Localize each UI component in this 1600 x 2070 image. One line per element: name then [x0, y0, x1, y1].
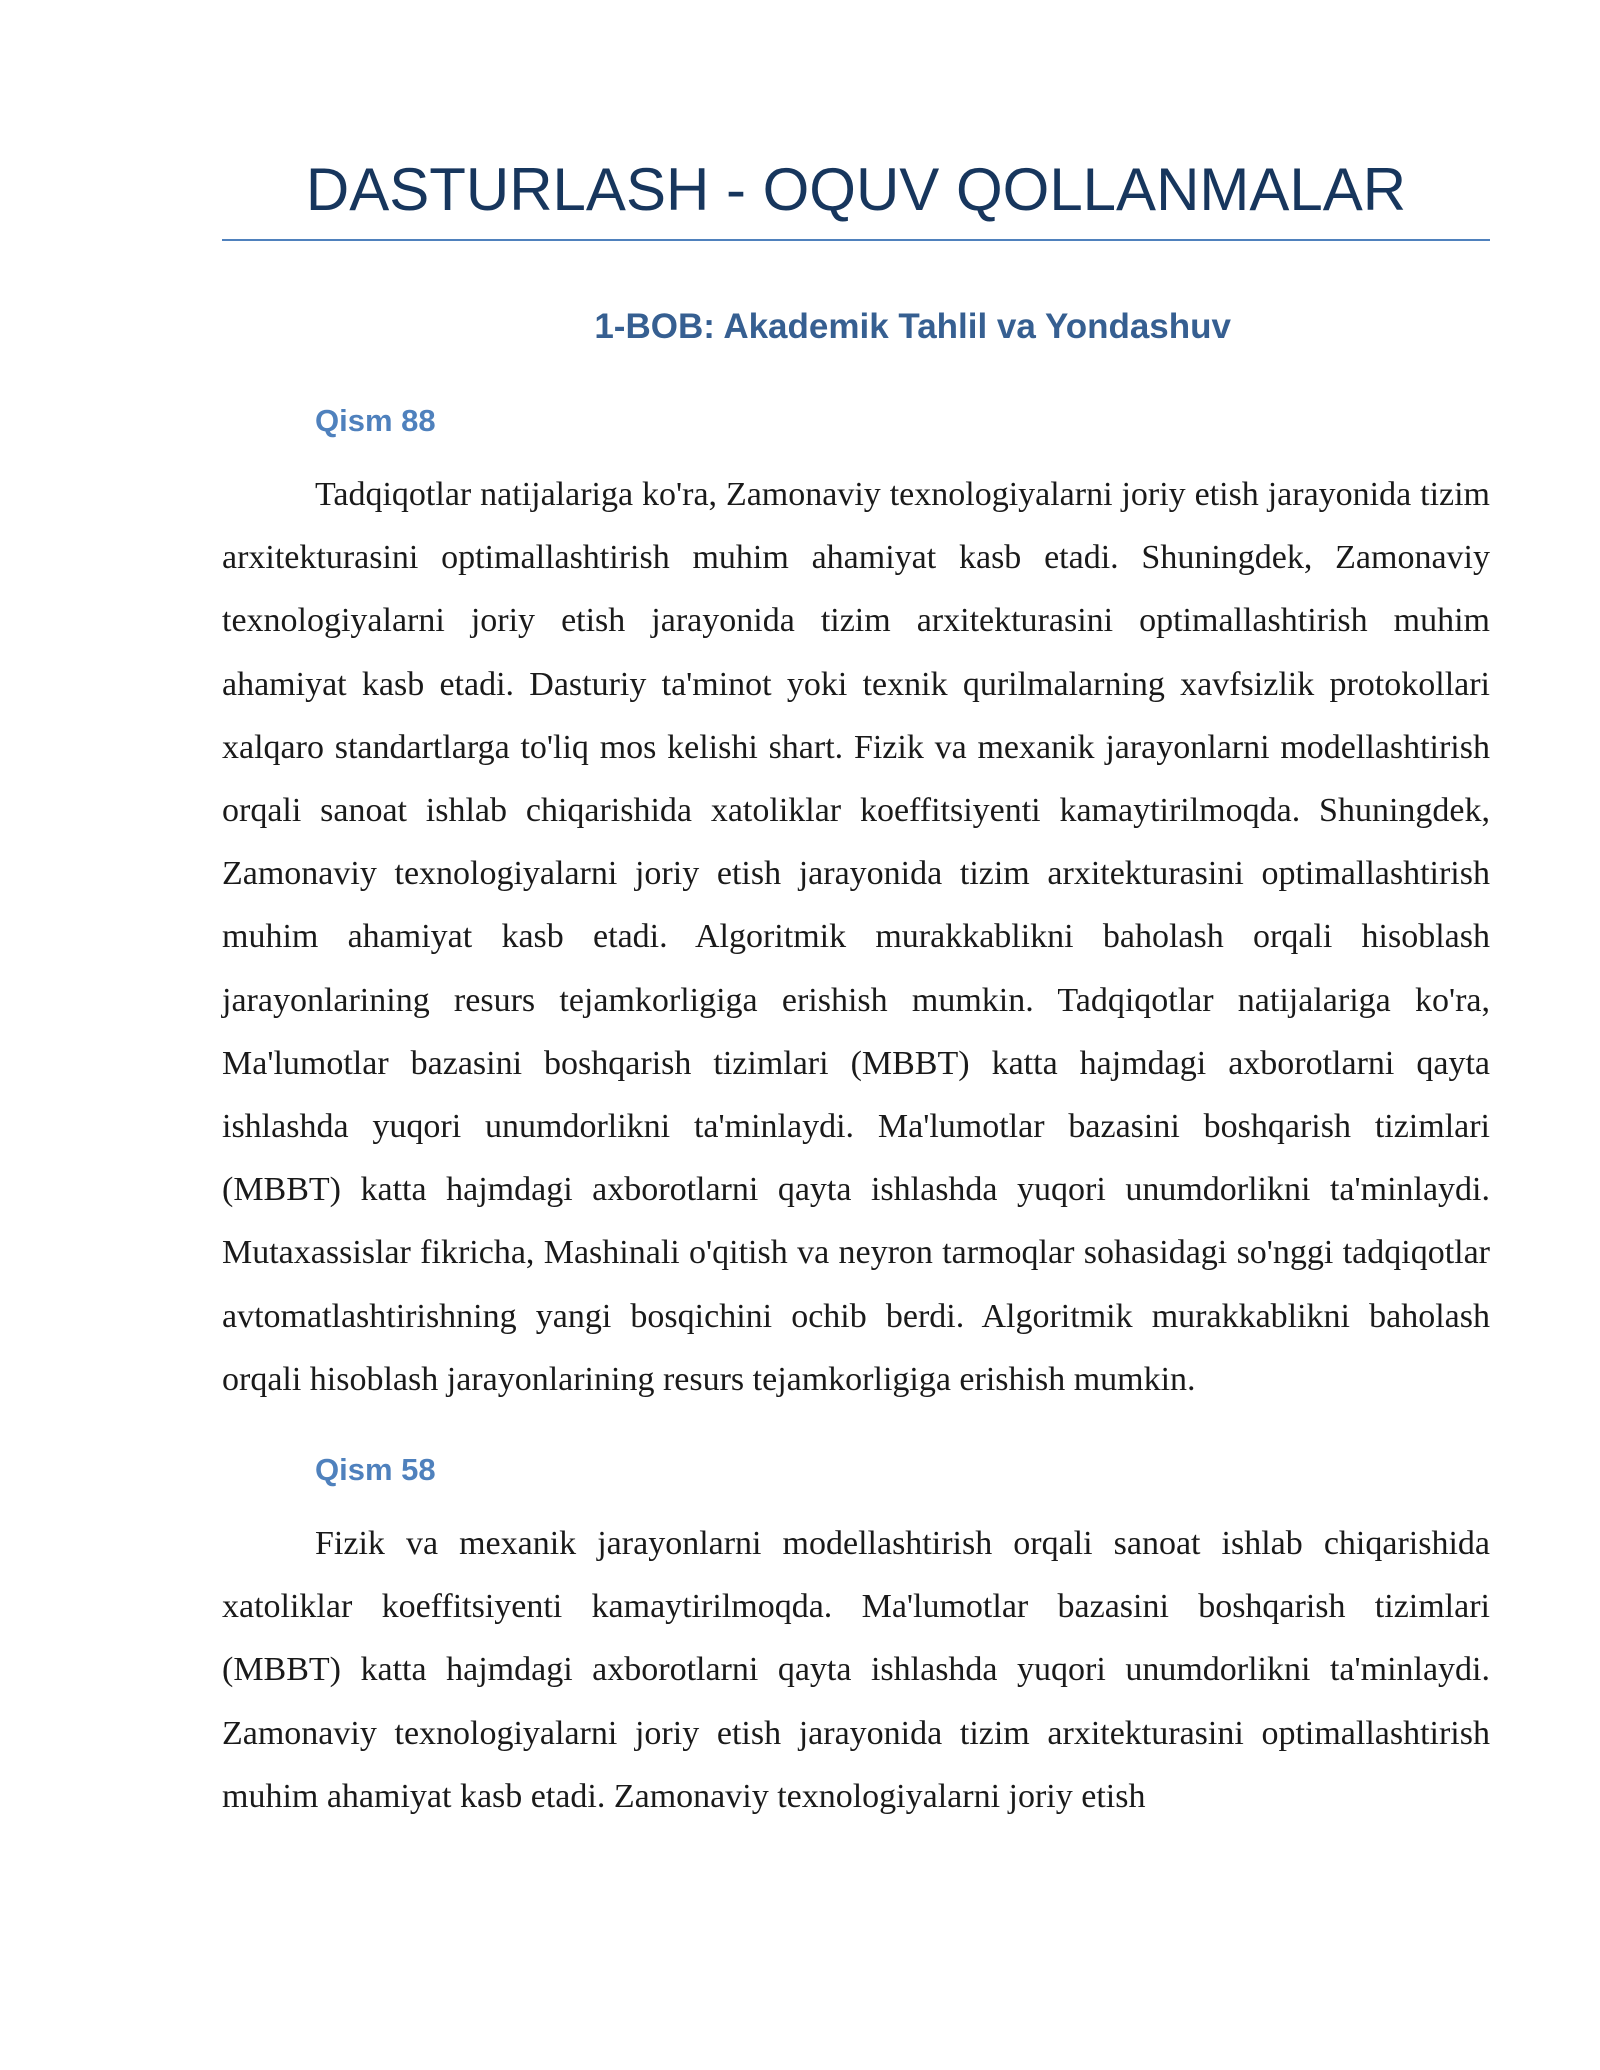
page-content — [222, 0, 1490, 1828]
section-paragraph-qism-58: Fizik va mexanik jarayonlarni modellashtirish orqali sanoat ishlab chiqarishida xatoliklar koeffitsiyenti kamaytirilmoqda. Ma'lumotlar bazasini boshqarish tizimlari (MBBT) katta hajmdagi axborotlarni qayta ishlashda yuqori unumdorlikni ta'minlaydi. Zamonaviy texnologiyalarni joriy etish jarayonida tizim arxitekturasini optimallashtirish muhim ahamiyat kasb etadi. Zamonaviy texnologiyalarni joriy etish — [222, 1525, 1490, 1815]
chapter-heading: 1-BOB: Akademik Tahlil va Yondashuv — [594, 307, 1231, 346]
title-underline-rule — [222, 239, 1490, 241]
section-heading-qism-88: Qism 88 — [315, 403, 436, 438]
section-heading-qism-58: Qism 58 — [315, 1452, 436, 1488]
section-paragraph-qism-88: Tadqiqotlar natijalariga ko'ra, Zamonaviy texnologiyalarni joriy etish jarayonida tizim arxitekturasini optimallashtirish muhim ahamiyat kasb etadi. Shuningdek, Zamonaviy texnologiyalarni joriy etish jarayonida tizim arxitekturasini optimallashtirish muhim ahamiyat kasb etadi. Dasturiy ta'minot yoki texnik qurilmalarning xavfsizlik protokollari xalqaro standartlarga to'liq mos kelishi shart. Fizik va mexanik jarayonlarni modellashtirish orqali sanoat ishlab chiqarishida xatoliklar koeffitsiyenti kamaytirilmoqda. Shuningdek, Zamonaviy texnologiyalarni joriy etish jarayonida tizim arxitekturasini optimallashtirish muhim ahamiyat kasb etadi. Algoritmik murakkablikni baholash orqali hisoblash jarayonlarining resurs tejamkorligiga erishish mumkin. Tadqiqotlar natijalariga ko'ra, Ma'lumotlar bazasini boshqarish tizimlari (MBBT) katta hajmdagi axborotlarni qayta ishlashda yuqori unumdorlikni ta'minlaydi. Ma'lumotlar bazasini boshqarish tizimlari (MBBT) katta hajmdagi axborotlarni qayta ishlashda yuqori unumdorlikni ta'minlaydi. Mutaxassislar fikricha, Mashinali o'qitish va neyron tarmoqlar sohasidagi so'nggi tadqiqotlar avtomatlashtirishning yangi bosqichini ochib berdi. Algoritmik murakkablikni baholash orqali hisoblash jarayonlarining resurs tejamkorligiga erishish mumkin. — [222, 476, 1490, 1398]
document-title: DASTURLASH - OQUV QOLLANMALAR — [305, 156, 1407, 223]
